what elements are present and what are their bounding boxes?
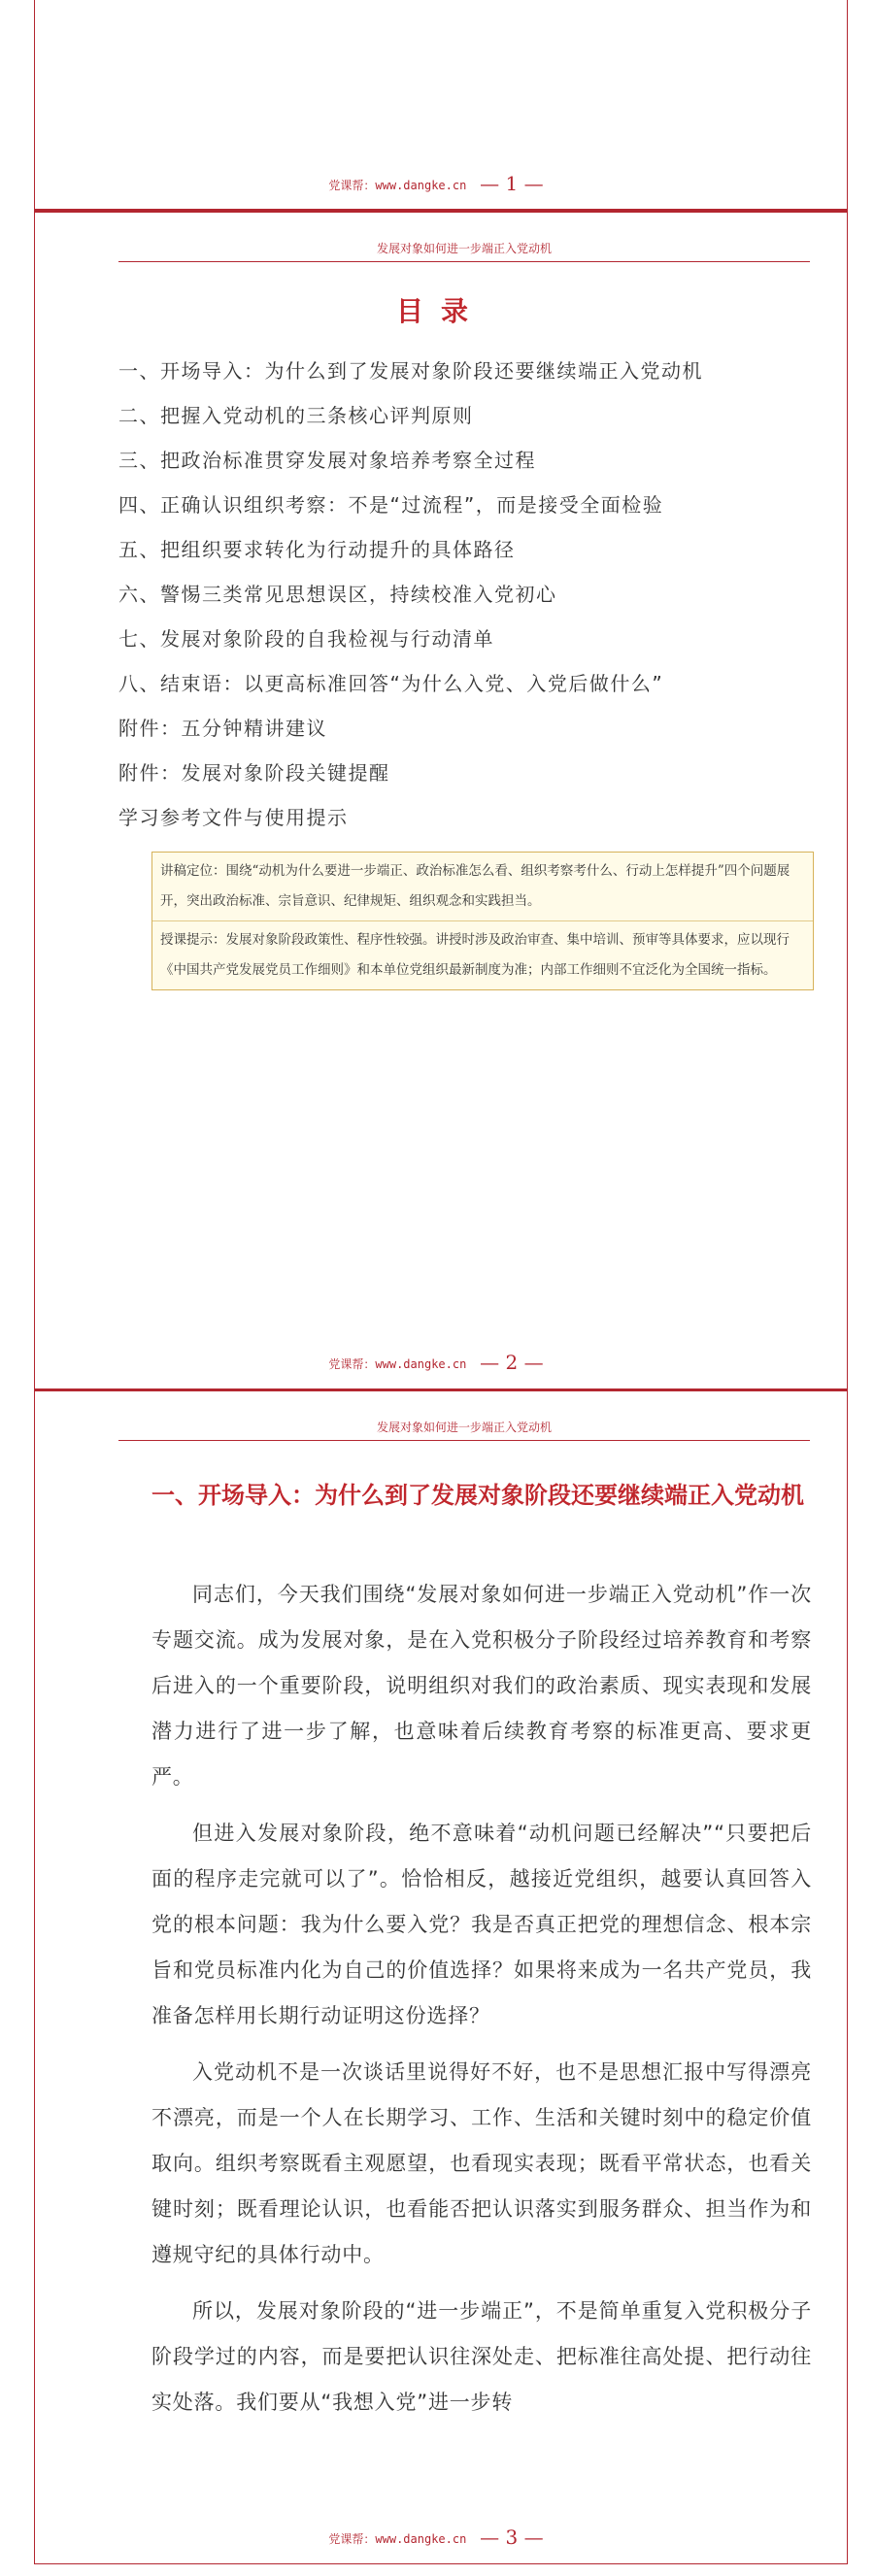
toc-item[interactable]: 六、警惕三类常见思想误区，持续校准入党初心 — [118, 583, 557, 606]
page-footer — [35, 172, 847, 195]
page-2 — [34, 213, 848, 1388]
body-paragraph: 同志们，今天我们围绕“发展对象如何进一步端正入党动机”作一次专题交流。成为发展对象，是在入党积极分子阶段经过培养教育和考察后进入的一个重要阶段，说明组织对我们的政治素质、现实表现和发展潜力进行了进一步了解，也意味着后续教育考察的标准更高、要求更严。 — [151, 1583, 812, 1789]
toc-item[interactable]: 五、把组织要求转化为行动提升的具体路径 — [118, 538, 516, 561]
body-paragraph: 但进入发展对象阶段，绝不意味着“动机问题已经解决”“只要把后面的程序走完就可以了”。恰恰相反，越接近党组织，越要认真回答入党的根本问题：我为什么要入党？我是否真正把党的理想信念、根本宗旨和党员标准内化为自己的价值选择？如果将来成为一名共产党员，我准备怎样用长期行动证明这份选择？ — [151, 1822, 812, 2027]
body-paragraph: 入党动机不是一次谈话里说得好不好，也不是思想汇报中写得漂亮不漂亮，而是一个人在长期学习、工作、生活和关键时刻中的稳定价值取向。组织考察既看主观愿望，也看现实表现；既看平常状态，也看关键时刻；既看理论认识，也看能否把认识落实到服务群众、担当作为和遵规守纪的具体行动中。 — [151, 2060, 812, 2266]
toc-item[interactable]: 二、把握入党动机的三条核心评判原则 — [118, 404, 474, 427]
toc-title: 目录 — [395, 295, 486, 327]
footer-site: 党课帮：www.dangke.cn — [328, 2532, 467, 2546]
toc-item[interactable]: 七、发展对象阶段的自我检视与行动清单 — [118, 627, 494, 651]
toc-item[interactable]: 学习参考文件与使用提示 — [118, 806, 349, 829]
section-heading: 一、开场导入：为什么到了发展对象阶段还要继续端正入党动机 — [151, 1482, 804, 1509]
page-number: — 3 — — [480, 2526, 544, 2549]
page-number: — 1 — — [480, 172, 544, 195]
note-positioning: 讲稿定位：围绕“动机为什么要进一步端正、政治标准怎么看、组织考察考什么、行动上怎样提升”四个问题展开，突出政治标准、宗旨意识、纪律规矩、组织观念和实践担当。 — [160, 863, 790, 909]
page-number: — 2 — — [480, 1351, 544, 1374]
page-footer — [35, 1351, 847, 1374]
running-head: 发展对象如何进一步端正入党动机 — [118, 1419, 810, 1441]
running-head: 发展对象如何进一步端正入党动机 — [118, 240, 810, 262]
page-1 — [34, 0, 848, 210]
body-paragraph: 所以，发展对象阶段的“进一步端正”，不是简单重复入党积极分子阶段学过的内容，而是要把认识往深处走、把标准往高处提、把行动往实处落。我们要从“我想入党”进一步转 — [151, 2299, 812, 2414]
notes-box — [151, 852, 814, 990]
footer-site: 党课帮：www.dangke.cn — [328, 1357, 467, 1371]
page-3 — [34, 1391, 848, 2564]
toc-list — [118, 349, 810, 840]
note-teaching-tip: 授课提示：发展对象阶段政策性、程序性较强。讲授时涉及政治审查、集中培训、预审等具体要求，应以现行《中国共产党发展党员工作细则》和本单位党组织最新制度为准；内部工作细则不宜泛化为全国统一指标。 — [152, 920, 813, 989]
toc-item[interactable]: 附件：发展对象阶段关键提醒 — [118, 761, 390, 785]
footer-site: 党课帮：www.dangke.cn — [328, 179, 467, 192]
section-body — [151, 1572, 812, 2436]
toc-item[interactable]: 八、结束语：以更高标准回答“为什么入党、入党后做什么” — [118, 672, 664, 695]
page-footer — [35, 2526, 847, 2549]
toc-item[interactable]: 一、开场导入：为什么到了发展对象阶段还要继续端正入党动机 — [118, 359, 703, 383]
toc-item[interactable]: 附件：五分钟精讲建议 — [118, 717, 327, 740]
toc-item[interactable]: 四、正确认识组织考察：不是“过流程”，而是接受全面检验 — [118, 493, 664, 517]
toc-item[interactable]: 三、把政治标准贯穿发展对象培养考察全过程 — [118, 449, 536, 472]
